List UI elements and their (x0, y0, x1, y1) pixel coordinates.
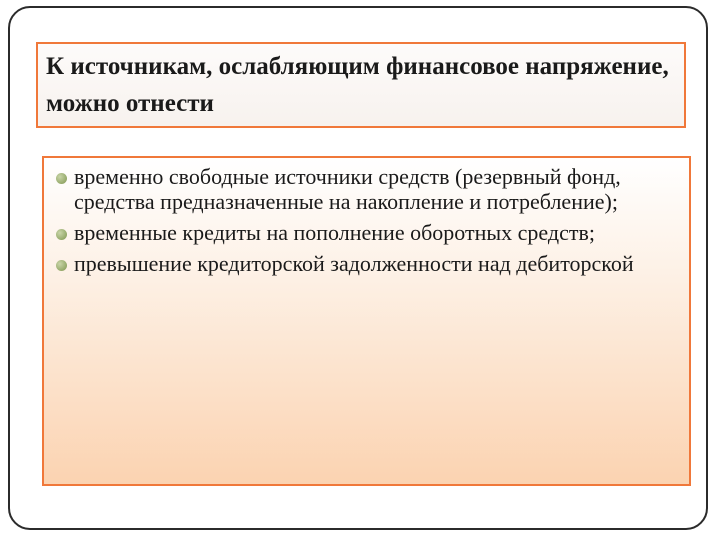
list-item (56, 164, 679, 214)
list-item-text: временно свободные источники средств (резервный фонд, средства предназначенные на накопление и потребление); (74, 164, 621, 214)
list-item-text: временные кредиты на пополнение оборотных средств; (74, 220, 595, 245)
bullet-dot-icon (56, 173, 67, 184)
bullet-dot-icon (56, 260, 67, 271)
title-box (36, 42, 686, 128)
bullet-list (56, 164, 679, 276)
bullet-dot-icon (56, 229, 67, 240)
list-item (56, 220, 679, 245)
slide-title: К источникам, ослабляющим финансовое напряжение, можно отнести (46, 53, 669, 117)
content-box (42, 156, 691, 486)
list-item (56, 251, 679, 276)
list-item-text: превышение кредиторской задолженности над дебиторской (74, 251, 634, 276)
